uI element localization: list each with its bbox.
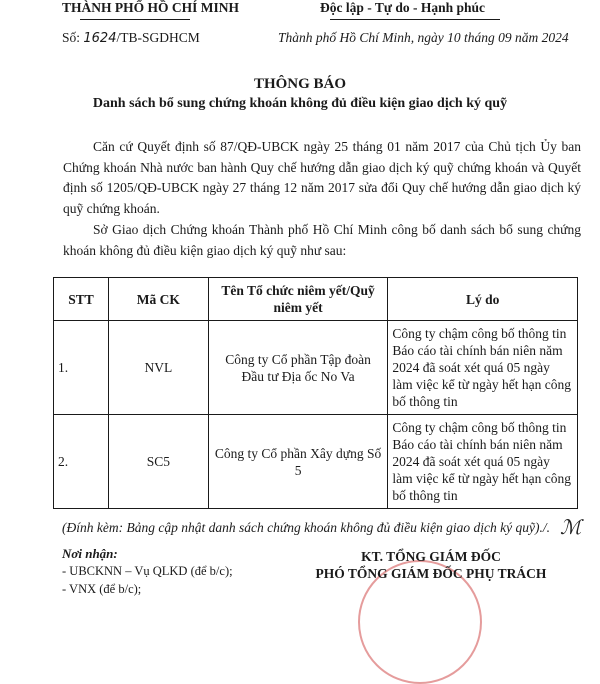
header-reason: Lý do	[388, 278, 578, 321]
row-name: Công ty Cổ phần Xây dựng Số 5	[208, 415, 388, 509]
securities-table	[53, 277, 578, 509]
initial-signature-mark: ℳ	[560, 517, 582, 539]
row-stt: 2.	[54, 415, 109, 509]
row-code: NVL	[108, 321, 208, 415]
signatory-title: KT. TỔNG GIÁM ĐỐC	[361, 549, 501, 564]
row-stt: 1.	[54, 321, 109, 415]
row-reason: Công ty chậm công bố thông tin Báo cáo tài chính bán niên năm 2024 đã soát xét quá 05 ngày làm việc kể từ ngày hết hạn công bố thông tin	[388, 415, 578, 509]
document-number-suffix: /TB-SGDHCM	[116, 30, 200, 45]
table-row	[54, 415, 578, 509]
header-stt: STT	[54, 278, 109, 321]
attachment-note: (Đính kèm: Bảng cập nhật danh sách chứng khoán không đủ điều kiện giao dịch ký quỹ)./.	[62, 520, 550, 535]
national-motto: Độc lập - Tự do - Hạnh phúc	[320, 0, 486, 15]
row-code: SC5	[108, 415, 208, 509]
issuing-agency: THÀNH PHỐ HỒ CHÍ MINH	[62, 0, 240, 15]
notice-title: THÔNG BÁO	[253, 76, 347, 92]
recipient-item: - VNX (để b/c);	[62, 582, 142, 596]
header-code: Mã CK	[108, 278, 208, 321]
table-header-row	[54, 278, 578, 321]
document-date: Thành phố Hồ Chí Minh, ngày 10 tháng 09 năm 2024	[278, 30, 569, 45]
agency-underline	[80, 19, 190, 20]
document-number-label: Số:	[62, 30, 81, 45]
document-number	[62, 30, 200, 46]
motto-underline	[330, 19, 500, 20]
recipients-label: Nơi nhận:	[62, 546, 118, 561]
table-row	[54, 321, 578, 415]
header-name: Tên Tổ chức niêm yết/Quỹ niêm yết	[208, 278, 388, 321]
recipient-item: - UBCKNN – Vụ QLKD (để b/c);	[62, 564, 233, 578]
legal-basis-paragraph: Căn cứ Quyết định số 87/QĐ-UBCK ngày 25 tháng 01 năm 2017 của Chủ tịch Ủy ban Chứng khoán Nhà nước ban hành Quy chế hướng dẫn giao dịch ký quỹ chứng khoán và Quyết định số 1205/QĐ-UBCK ngày 27 tháng 12 năm 2017 sửa đổi Quy chế hướng dẫn giao dịch ký quỹ chứng khoán.	[63, 139, 581, 216]
row-name: Công ty Cổ phần Tập đoàn Đầu tư Địa ốc No Va	[208, 321, 388, 415]
notice-subtitle: Danh sách bổ sung chứng khoán không đủ điều kiện giao dịch ký quỹ	[92, 96, 508, 111]
row-reason: Công ty chậm công bố thông tin Báo cáo tài chính bán niên năm 2024 đã soát xét quá 05 ngày làm việc kể từ ngày hết hạn công bố thông tin	[388, 321, 578, 415]
announcement-paragraph: Sở Giao dịch Chứng khoán Thành phố Hồ Chí Minh công bố danh sách bổ sung chứng khoán không đủ điều kiện giao dịch ký quỹ như sau:	[63, 222, 581, 258]
document-number-value: 1624	[83, 31, 117, 46]
signatory-position: PHÓ TỔNG GIÁM ĐỐC PHỤ TRÁCH	[315, 566, 547, 581]
